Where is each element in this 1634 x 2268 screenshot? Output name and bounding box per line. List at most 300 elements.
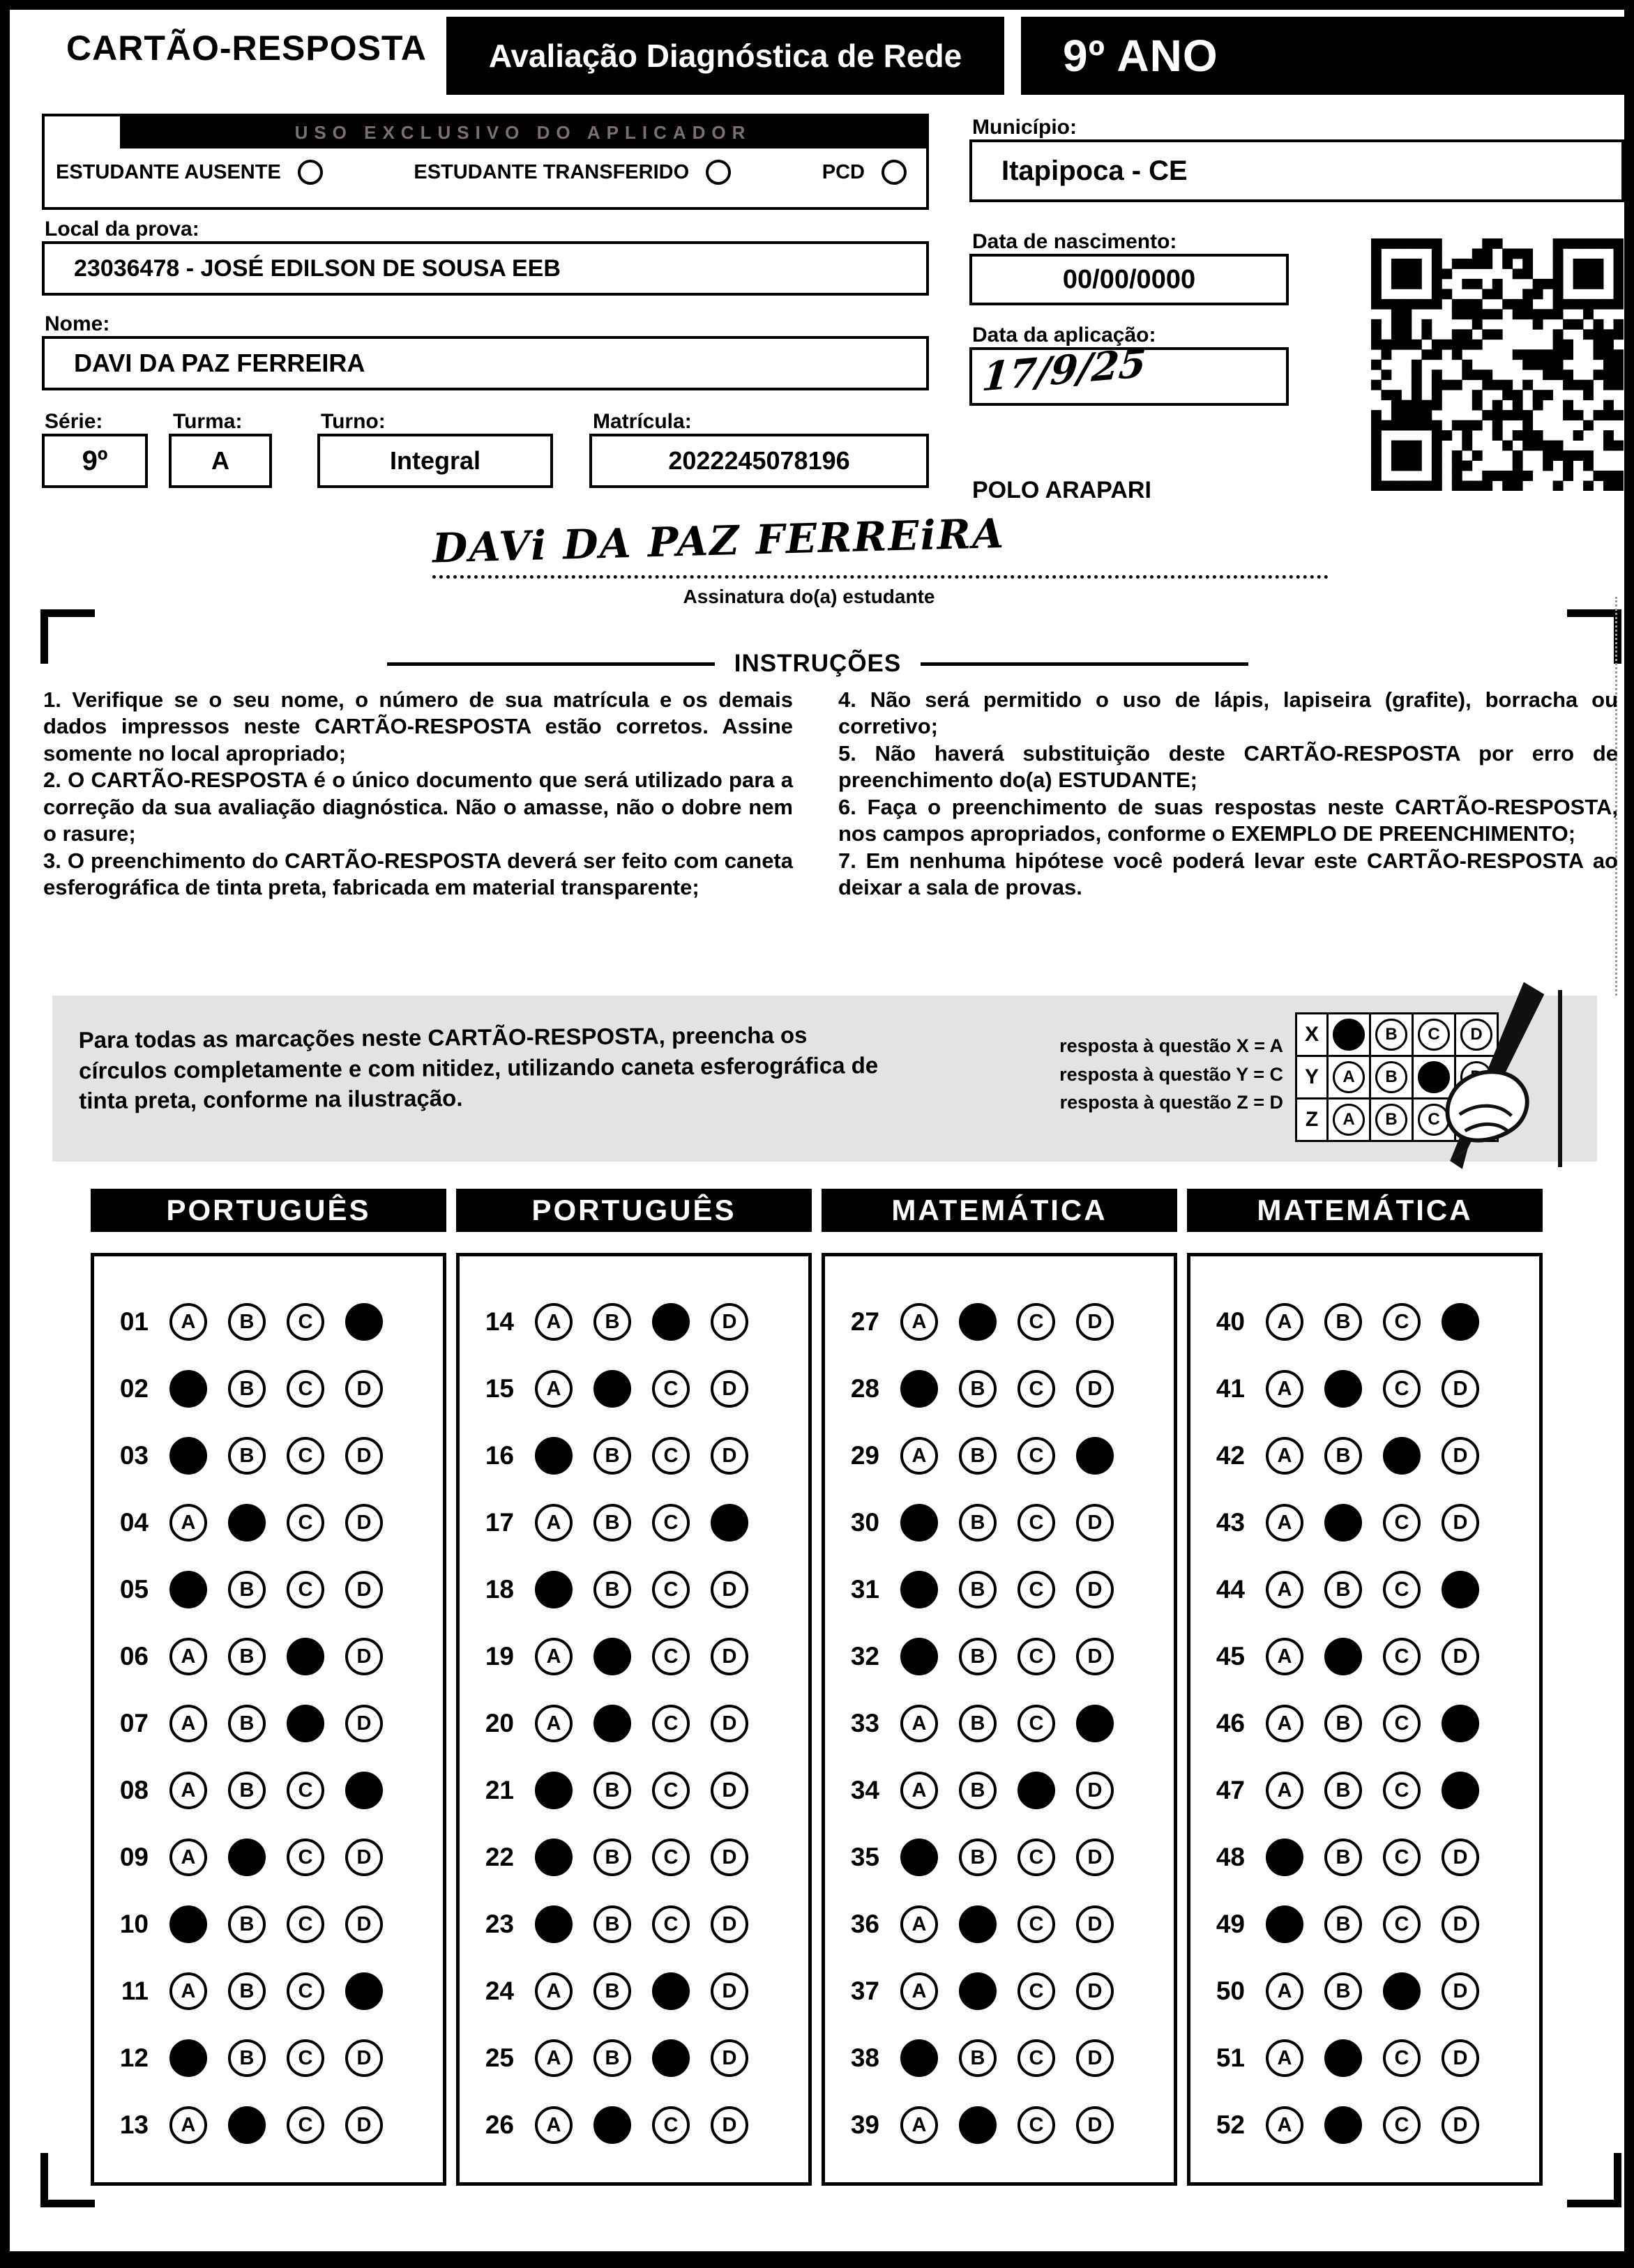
answer-bubble-05-D[interactable]: D — [345, 1571, 383, 1608]
question-number: 32 — [850, 1642, 879, 1670]
nascimento-field — [969, 254, 1289, 305]
answer-bubble-03-A[interactable] — [169, 1437, 207, 1475]
answer-bubble-42-A[interactable]: A — [1266, 1437, 1303, 1475]
answer-bubble-36-A[interactable]: A — [900, 1905, 938, 1943]
answer-bubble-25-B[interactable]: B — [593, 2039, 631, 2077]
question-row-51 — [1199, 2025, 1539, 2092]
answer-bubble-14-A[interactable]: A — [535, 1303, 573, 1341]
answer-bubble-35-A[interactable] — [900, 1839, 938, 1876]
answer-bubble-20-C[interactable]: C — [652, 1705, 690, 1742]
answer-bubble-32-B[interactable]: B — [959, 1638, 997, 1675]
status-option — [414, 160, 731, 185]
answer-bubble-51-C[interactable]: C — [1383, 2039, 1421, 2077]
answer-bubble-45-A[interactable]: A — [1266, 1638, 1303, 1675]
answer-bubble-48-B[interactable]: B — [1324, 1839, 1362, 1876]
question-number: 17 — [485, 1508, 514, 1537]
answer-bubble-43-C[interactable]: C — [1383, 1504, 1421, 1542]
answer-bubble-12-B[interactable]: B — [228, 2039, 266, 2077]
status-option-circle[interactable] — [882, 160, 907, 185]
answer-bubble-03-B[interactable]: B — [228, 1437, 266, 1475]
answer-bubble-41-C[interactable]: C — [1383, 1370, 1421, 1408]
answer-bubble-01-A[interactable]: A — [169, 1303, 207, 1341]
question-row-06 — [103, 1623, 443, 1690]
answer-bubble-02-B[interactable]: B — [228, 1370, 266, 1408]
answer-bubble-09-B[interactable] — [228, 1839, 266, 1876]
answer-bubble-09-A[interactable]: A — [169, 1839, 207, 1876]
answer-bubble-21-C[interactable]: C — [652, 1772, 690, 1809]
question-number: 34 — [850, 1776, 879, 1804]
answer-bubble-44-D[interactable] — [1442, 1571, 1479, 1608]
answer-bubble-10-B[interactable]: B — [228, 1905, 266, 1943]
answer-bubble-17-A[interactable]: A — [535, 1504, 573, 1542]
answer-bubble-28-C[interactable]: C — [1018, 1370, 1055, 1408]
answer-bubble-06-B[interactable]: B — [228, 1638, 266, 1675]
answer-bubble-18-B[interactable]: B — [593, 1571, 631, 1608]
answer-bubble-08-C[interactable]: C — [287, 1772, 324, 1809]
answer-bubble-03-C[interactable]: C — [287, 1437, 324, 1475]
answer-bubble-20-D[interactable]: D — [711, 1705, 748, 1742]
answer-bubble-25-D[interactable]: D — [711, 2039, 748, 2077]
answer-bubble-11-B[interactable]: B — [228, 1972, 266, 2010]
answer-bubble-14-B[interactable]: B — [593, 1303, 631, 1341]
answer-bubble-35-D[interactable]: D — [1076, 1839, 1114, 1876]
answer-bubble-20-A[interactable]: A — [535, 1705, 573, 1742]
answer-bubble-45-C[interactable]: C — [1383, 1638, 1421, 1675]
answer-bubble-16-B[interactable]: B — [593, 1437, 631, 1475]
answer-bubble-02-D[interactable]: D — [345, 1370, 383, 1408]
answer-bubble-30-A[interactable] — [900, 1504, 938, 1542]
answer-bubble-08-D[interactable] — [345, 1772, 383, 1809]
answer-bubble-04-C[interactable]: C — [287, 1504, 324, 1542]
question-row-40 — [1199, 1288, 1539, 1355]
answer-bubble-11-D[interactable] — [345, 1972, 383, 2010]
question-row-12 — [103, 2025, 443, 2092]
nome-value: DAVI DA PAZ FERREIRA — [74, 349, 365, 377]
answer-bubble-31-B[interactable]: B — [959, 1571, 997, 1608]
question-row-35 — [833, 1824, 1174, 1891]
question-row-11 — [103, 1958, 443, 2025]
answer-bubble-22-B[interactable]: B — [593, 1839, 631, 1876]
answer-bubble-45-D[interactable]: D — [1442, 1638, 1479, 1675]
answer-bubble-37-B[interactable] — [959, 1972, 997, 2010]
answer-bubble-37-A[interactable]: A — [900, 1972, 938, 2010]
answer-bubble-40-D[interactable] — [1442, 1303, 1479, 1341]
question-row-39 — [833, 2092, 1174, 2159]
answer-bubble-05-A[interactable] — [169, 1571, 207, 1608]
answer-bubble-10-D[interactable]: D — [345, 1905, 383, 1943]
answer-bubble-16-C[interactable]: C — [652, 1437, 690, 1475]
answer-bubble-37-C[interactable]: C — [1018, 1972, 1055, 2010]
answer-bubble-18-D[interactable]: D — [711, 1571, 748, 1608]
instructions-header — [387, 650, 1248, 678]
question-row-23 — [468, 1891, 808, 1958]
status-option — [822, 160, 907, 185]
question-number: 46 — [1216, 1709, 1245, 1737]
answer-bubble-27-B[interactable] — [959, 1303, 997, 1341]
answer-bubble-08-A[interactable]: A — [169, 1772, 207, 1809]
status-option-circle[interactable] — [298, 160, 323, 185]
answer-bubble-28-B[interactable]: B — [959, 1370, 997, 1408]
answer-bubble-44-C[interactable]: C — [1383, 1571, 1421, 1608]
answer-bubble-30-D[interactable]: D — [1076, 1504, 1114, 1542]
answer-bubble-46-B[interactable]: B — [1324, 1705, 1362, 1742]
answer-bubble-20-B[interactable] — [593, 1705, 631, 1742]
answer-bubble-42-D[interactable]: D — [1442, 1437, 1479, 1475]
answer-bubble-42-C[interactable] — [1383, 1437, 1421, 1475]
municipio-value: Itapipoca - CE — [1001, 155, 1188, 186]
answer-bubble-32-A[interactable] — [900, 1638, 938, 1675]
question-row-08 — [103, 1757, 443, 1824]
answer-bubble-40-C[interactable]: C — [1383, 1303, 1421, 1341]
answer-bubble-49-B[interactable]: B — [1324, 1905, 1362, 1943]
answer-bubble-36-D[interactable]: D — [1076, 1905, 1114, 1943]
question-number: 11 — [121, 1977, 149, 2005]
answer-bubble-27-D[interactable]: D — [1076, 1303, 1114, 1341]
question-row-13 — [103, 2092, 443, 2159]
question-row-48 — [1199, 1824, 1539, 1891]
answer-bubble-23-B[interactable]: B — [593, 1905, 631, 1943]
question-row-20 — [468, 1690, 808, 1757]
question-number: 28 — [850, 1374, 879, 1403]
answer-bubble-10-A[interactable] — [169, 1905, 207, 1943]
question-row-18 — [468, 1556, 808, 1623]
answer-bubble-46-A[interactable]: A — [1266, 1705, 1303, 1742]
instruction-item: 5. Não haverá substituição deste CARTÃO-RESPOSTA por erro de preenchimento do(a) ESTUDANTE; — [838, 740, 1618, 793]
answer-bubble-41-D[interactable]: D — [1442, 1370, 1479, 1408]
answer-bubble-39-C[interactable]: C — [1018, 2106, 1055, 2144]
answer-bubble-29-D[interactable] — [1076, 1437, 1114, 1475]
answer-bubble-33-D[interactable] — [1076, 1705, 1114, 1742]
answer-bubble-06-D[interactable]: D — [345, 1638, 383, 1675]
answer-bubble-40-A[interactable]: A — [1266, 1303, 1303, 1341]
answer-bubble-16-D[interactable]: D — [711, 1437, 748, 1475]
serie-field — [42, 434, 148, 488]
answer-bubble-29-B[interactable]: B — [959, 1437, 997, 1475]
question-row-31 — [833, 1556, 1174, 1623]
answer-bubble-26-B[interactable] — [593, 2106, 631, 2144]
answer-bubble-23-D[interactable]: D — [711, 1905, 748, 1943]
answer-bubble-34-D[interactable]: D — [1076, 1772, 1114, 1809]
answer-bubble-26-A[interactable]: A — [535, 2106, 573, 2144]
subject-header: PORTUGUÊS — [456, 1189, 812, 1232]
answer-bubble-02-A[interactable] — [169, 1370, 207, 1408]
registration-mark-top-left — [40, 609, 95, 664]
matricula-label: Matrícula: — [593, 410, 692, 433]
answer-bubble-06-A[interactable]: A — [169, 1638, 207, 1675]
question-row-17 — [468, 1489, 808, 1556]
answer-bubble-25-C[interactable] — [652, 2039, 690, 2077]
answer-bubble-45-B[interactable] — [1324, 1638, 1362, 1675]
example-bubble-X-A — [1333, 1019, 1365, 1051]
answer-bubble-19-C[interactable]: C — [652, 1638, 690, 1675]
answer-bubble-01-B[interactable]: B — [228, 1303, 266, 1341]
answer-bubble-41-B[interactable] — [1324, 1370, 1362, 1408]
answer-bubble-14-D[interactable]: D — [711, 1303, 748, 1341]
question-row-26 — [468, 2092, 808, 2159]
answer-bubble-50-D[interactable]: D — [1442, 1972, 1479, 2010]
answer-bubble-19-D[interactable]: D — [711, 1638, 748, 1675]
question-number: 06 — [119, 1642, 149, 1670]
answer-bubble-11-A[interactable]: A — [169, 1972, 207, 2010]
answer-bubble-13-B[interactable] — [228, 2106, 266, 2144]
example-row-label: Z — [1295, 1097, 1329, 1142]
question-row-42 — [1199, 1422, 1539, 1489]
answer-bubble-33-B[interactable]: B — [959, 1705, 997, 1742]
answer-bubble-47-B[interactable]: B — [1324, 1772, 1362, 1809]
example-bubble-Y-B: B — [1375, 1061, 1407, 1093]
answer-bubble-23-C[interactable]: C — [652, 1905, 690, 1943]
answer-bubble-06-C[interactable] — [287, 1638, 324, 1675]
answer-bubble-52-A[interactable]: A — [1266, 2106, 1303, 2144]
question-row-32 — [833, 1623, 1174, 1690]
registration-mark-bottom-left — [40, 2153, 95, 2207]
municipio-field — [969, 139, 1624, 202]
answer-bubble-21-A[interactable] — [535, 1772, 573, 1809]
answer-bubble-30-B[interactable]: B — [959, 1504, 997, 1542]
answer-bubble-47-D[interactable] — [1442, 1772, 1479, 1809]
answer-bubble-50-C[interactable] — [1383, 1972, 1421, 2010]
answer-bubble-12-D[interactable]: D — [345, 2039, 383, 2077]
answer-bubble-17-B[interactable]: B — [593, 1504, 631, 1542]
question-number: 48 — [1216, 1843, 1245, 1871]
answer-bubble-30-C[interactable]: C — [1018, 1504, 1055, 1542]
question-row-15 — [468, 1355, 808, 1422]
answer-bubble-28-D[interactable]: D — [1076, 1370, 1114, 1408]
question-row-29 — [833, 1422, 1174, 1489]
answer-bubble-38-A[interactable] — [900, 2039, 938, 2077]
status-option-circle[interactable] — [706, 160, 731, 185]
example-bubble-X-B: B — [1375, 1019, 1407, 1051]
question-number: 18 — [485, 1575, 514, 1604]
question-row-27 — [833, 1288, 1174, 1355]
answer-bubble-24-C[interactable] — [652, 1972, 690, 2010]
answer-bubble-07-B[interactable]: B — [228, 1705, 266, 1742]
answer-bubble-34-A[interactable]: A — [900, 1772, 938, 1809]
answer-bubble-41-A[interactable]: A — [1266, 1370, 1303, 1408]
answer-bubble-22-C[interactable]: C — [652, 1839, 690, 1876]
answer-bubble-21-B[interactable]: B — [593, 1772, 631, 1809]
answer-bubble-13-D[interactable]: D — [345, 2106, 383, 2144]
question-number: 09 — [119, 1843, 149, 1871]
question-row-25 — [468, 2025, 808, 2092]
answer-bubble-03-D[interactable]: D — [345, 1437, 383, 1475]
question-row-04 — [103, 1489, 443, 1556]
registration-mark-bottom-right — [1567, 2153, 1621, 2207]
answer-box — [1187, 1253, 1543, 2186]
answer-bubble-47-C[interactable]: C — [1383, 1772, 1421, 1809]
answer-bubble-26-C[interactable]: C — [652, 2106, 690, 2144]
answer-bubble-24-D[interactable]: D — [711, 1972, 748, 2010]
example-bubble-Z-A: A — [1333, 1104, 1365, 1136]
answer-bubble-21-D[interactable]: D — [711, 1772, 748, 1809]
instructions-title: INSTRUÇÕES — [734, 650, 902, 677]
answer-box — [822, 1253, 1177, 2186]
answer-bubble-28-A[interactable] — [900, 1370, 938, 1408]
answer-bubble-22-A[interactable] — [535, 1839, 573, 1876]
answer-bubble-07-C[interactable] — [287, 1705, 324, 1742]
nome-label: Nome: — [45, 312, 110, 335]
answer-bubble-13-A[interactable]: A — [169, 2106, 207, 2144]
answer-column-2 — [456, 1189, 812, 2186]
answer-bubble-35-C[interactable]: C — [1018, 1839, 1055, 1876]
answer-bubble-07-D[interactable]: D — [345, 1705, 383, 1742]
answer-bubble-43-A[interactable]: A — [1266, 1504, 1303, 1542]
answer-bubble-48-A[interactable] — [1266, 1839, 1303, 1876]
subject-header: MATEMÁTICA — [1187, 1189, 1543, 1232]
answer-bubble-18-A[interactable] — [535, 1571, 573, 1608]
example-cell-Z-A — [1326, 1097, 1371, 1142]
question-number: 22 — [485, 1843, 514, 1871]
answer-bubble-34-C[interactable] — [1018, 1772, 1055, 1809]
answer-bubble-51-D[interactable]: D — [1442, 2039, 1479, 2077]
question-row-02 — [103, 1355, 443, 1422]
answer-bubble-42-B[interactable]: B — [1324, 1437, 1362, 1475]
turno-value: Integral — [389, 446, 481, 475]
answer-bubble-17-D[interactable] — [711, 1504, 748, 1542]
answer-bubble-12-C[interactable]: C — [287, 2039, 324, 2077]
answer-bubble-01-C[interactable]: C — [287, 1303, 324, 1341]
answer-bubble-46-C[interactable]: C — [1383, 1705, 1421, 1742]
answer-bubble-39-A[interactable]: A — [900, 2106, 938, 2144]
status-row — [45, 149, 926, 185]
answer-bubble-33-C[interactable]: C — [1018, 1705, 1055, 1742]
answer-bubble-05-B[interactable]: B — [228, 1571, 266, 1608]
answer-bubble-31-C[interactable]: C — [1018, 1571, 1055, 1608]
answer-bubble-39-B[interactable] — [959, 2106, 997, 2144]
answer-bubble-29-C[interactable]: C — [1018, 1437, 1055, 1475]
answer-bubble-05-C[interactable]: C — [287, 1571, 324, 1608]
answer-bubble-27-C[interactable]: C — [1018, 1303, 1055, 1341]
answer-bubble-38-D[interactable]: D — [1076, 2039, 1114, 2077]
answer-bubble-31-A[interactable] — [900, 1571, 938, 1608]
answer-bubble-51-B[interactable] — [1324, 2039, 1362, 2077]
turno-field — [317, 434, 553, 488]
answer-bubble-50-B[interactable]: B — [1324, 1972, 1362, 2010]
answer-bubble-12-A[interactable] — [169, 2039, 207, 2077]
answer-bubble-49-D[interactable]: D — [1442, 1905, 1479, 1943]
answer-bubble-44-B[interactable]: B — [1324, 1571, 1362, 1608]
instruction-item: 3. O preenchimento do CARTÃO-RESPOSTA deverá ser feito com caneta esferográfica de tinta preta, fabricada em material transparente; — [43, 848, 793, 900]
example-row-label: Y — [1295, 1055, 1329, 1099]
answer-bubble-52-B[interactable] — [1324, 2106, 1362, 2144]
answer-bubble-24-A[interactable]: A — [535, 1972, 573, 2010]
answer-bubble-15-B[interactable] — [593, 1370, 631, 1408]
answer-bubble-13-C[interactable]: C — [287, 2106, 324, 2144]
answer-box — [91, 1253, 446, 2186]
example-bubble-X-C: C — [1418, 1019, 1450, 1051]
answer-bubble-35-B[interactable]: B — [959, 1839, 997, 1876]
example-bubble-X-D: D — [1460, 1019, 1492, 1051]
answer-bubble-19-B[interactable] — [593, 1638, 631, 1675]
local-value: 23036478 - JOSÉ EDILSON DE SOUSA EEB — [74, 254, 561, 282]
answer-bubble-43-B[interactable] — [1324, 1504, 1362, 1542]
question-number: 15 — [485, 1374, 514, 1403]
answer-bubble-48-D[interactable]: D — [1442, 1839, 1479, 1876]
answer-bubble-19-A[interactable]: A — [535, 1638, 573, 1675]
answer-bubble-32-C[interactable]: C — [1018, 1638, 1055, 1675]
answer-bubble-04-A[interactable]: A — [169, 1504, 207, 1542]
question-number: 36 — [850, 1910, 879, 1938]
answer-bubble-23-A[interactable] — [535, 1905, 573, 1943]
answer-bubble-48-C[interactable]: C — [1383, 1839, 1421, 1876]
answer-bubble-27-A[interactable]: A — [900, 1303, 938, 1341]
subject-header: PORTUGUÊS — [91, 1189, 446, 1232]
answer-bubble-08-B[interactable]: B — [228, 1772, 266, 1809]
answer-bubble-40-B[interactable]: B — [1324, 1303, 1362, 1341]
answer-bubble-49-A[interactable] — [1266, 1905, 1303, 1943]
answer-bubble-24-B[interactable]: B — [593, 1972, 631, 2010]
answer-bubble-49-C[interactable]: C — [1383, 1905, 1421, 1943]
question-number: 14 — [485, 1307, 514, 1336]
answer-bubble-47-A[interactable]: A — [1266, 1772, 1303, 1809]
answer-bubble-44-A[interactable]: A — [1266, 1571, 1303, 1608]
grade-banner: 9º ANO — [1021, 17, 1624, 95]
answer-bubble-16-A[interactable] — [535, 1437, 573, 1475]
answer-bubble-52-C[interactable]: C — [1383, 2106, 1421, 2144]
answer-bubble-04-D[interactable]: D — [345, 1504, 383, 1542]
answer-bubble-09-D[interactable]: D — [345, 1839, 383, 1876]
answer-bubble-29-A[interactable]: A — [900, 1437, 938, 1475]
nome-field — [42, 336, 929, 390]
answer-bubble-50-A[interactable]: A — [1266, 1972, 1303, 2010]
answer-bubble-07-A[interactable]: A — [169, 1705, 207, 1742]
answer-bubble-43-D[interactable]: D — [1442, 1504, 1479, 1542]
answer-bubble-36-C[interactable]: C — [1018, 1905, 1055, 1943]
question-row-44 — [1199, 1556, 1539, 1623]
question-row-21 — [468, 1757, 808, 1824]
question-row-37 — [833, 1958, 1174, 2025]
answer-bubble-32-D[interactable]: D — [1076, 1638, 1114, 1675]
answer-bubble-17-C[interactable]: C — [652, 1504, 690, 1542]
answer-bubble-37-D[interactable]: D — [1076, 1972, 1114, 2010]
question-number: 37 — [850, 1977, 879, 2005]
answer-bubble-26-D[interactable]: D — [711, 2106, 748, 2144]
answer-bubble-22-D[interactable]: D — [711, 1839, 748, 1876]
answer-bubble-15-A[interactable]: A — [535, 1370, 573, 1408]
answer-bubble-51-A[interactable]: A — [1266, 2039, 1303, 2077]
answer-bubble-31-D[interactable]: D — [1076, 1571, 1114, 1608]
nascimento-label: Data de nascimento: — [972, 230, 1177, 253]
answer-bubble-14-C[interactable] — [652, 1303, 690, 1341]
answer-bubble-52-D[interactable]: D — [1442, 2106, 1479, 2144]
question-row-45 — [1199, 1623, 1539, 1690]
answer-bubble-15-D[interactable]: D — [711, 1370, 748, 1408]
answer-bubble-36-B[interactable] — [959, 1905, 997, 1943]
answer-bubble-02-C[interactable]: C — [287, 1370, 324, 1408]
answer-bubble-18-C[interactable]: C — [652, 1571, 690, 1608]
question-number: 23 — [485, 1910, 514, 1938]
answer-bubble-10-C[interactable]: C — [287, 1905, 324, 1943]
answer-bubble-01-D[interactable] — [345, 1303, 383, 1341]
answer-bubble-38-B[interactable]: B — [959, 2039, 997, 2077]
answer-bubble-33-A[interactable]: A — [900, 1705, 938, 1742]
answer-bubble-15-C[interactable]: C — [652, 1370, 690, 1408]
question-row-50 — [1199, 1958, 1539, 2025]
answer-bubble-25-A[interactable]: A — [535, 2039, 573, 2077]
answer-bubble-38-C[interactable]: C — [1018, 2039, 1055, 2077]
answer-bubble-46-D[interactable] — [1442, 1705, 1479, 1742]
answer-bubble-39-D[interactable]: D — [1076, 2106, 1114, 2144]
page-frame-bottom — [0, 2251, 1634, 2268]
answer-bubble-11-C[interactable]: C — [287, 1972, 324, 2010]
example-bubble-Z-C: C — [1418, 1104, 1450, 1136]
answer-bubble-04-B[interactable] — [228, 1504, 266, 1542]
divider-line — [387, 662, 715, 666]
answer-box — [456, 1253, 812, 2186]
answer-bubble-09-C[interactable]: C — [287, 1839, 324, 1876]
answer-bubble-34-B[interactable]: B — [959, 1772, 997, 1809]
answer-column-1 — [91, 1189, 446, 2186]
